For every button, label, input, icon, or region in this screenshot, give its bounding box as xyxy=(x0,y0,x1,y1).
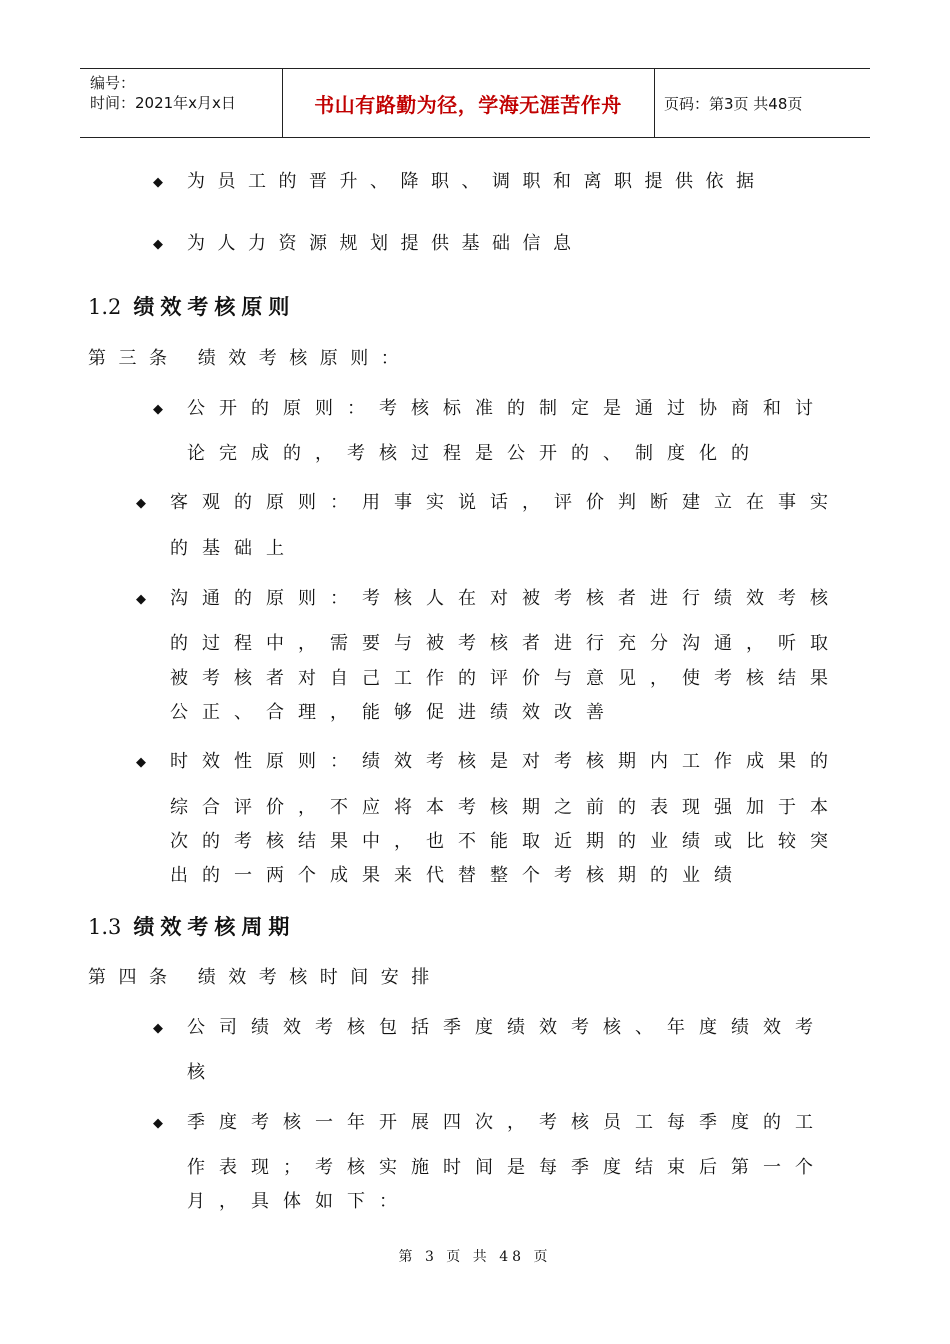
principle-line: 被考核者对自己工作的评价与意见，使考核结果 xyxy=(170,668,842,689)
principle-line: 的过程中，需要与被考核者进行充分沟通，听取 xyxy=(170,633,842,654)
schedule-line: 作表现；考核实施时间是每季度结束后第一个 xyxy=(187,1157,827,1178)
diamond-bullet-icon: ◆ xyxy=(153,237,163,252)
schedule-line: 季度考核一年开展四次，考核员工每季度的工 xyxy=(187,1112,827,1133)
principle-line: 论完成的，考核过程是公开的、制度化的 xyxy=(187,443,763,464)
diamond-bullet-icon: ◆ xyxy=(136,592,146,607)
diamond-bullet-icon: ◆ xyxy=(153,175,163,190)
principle-line: 综合评价，不应将本考核期之前的表现强加于本 xyxy=(170,797,842,818)
principle-line: 的基础上 xyxy=(170,538,298,559)
diamond-bullet-icon: ◆ xyxy=(153,1116,163,1131)
page-footer: 第 3 页 共 48 页 xyxy=(398,1249,552,1265)
principle-line: 公正、合理，能够促进绩效改善 xyxy=(170,702,618,723)
header-page-info: 页码：第3页 共48页 xyxy=(664,94,803,113)
bullet-text: 为人力资源规划提供基础信息 xyxy=(187,233,584,254)
document-number-label: 编号： xyxy=(90,74,136,92)
section-number: 1.3 xyxy=(88,915,122,939)
bullet-text: 为员工的晋升、降职、调职和离职提供依据 xyxy=(187,171,767,192)
schedule-line: 核 xyxy=(187,1062,219,1083)
section-title: 绩效考核周期 xyxy=(133,914,296,939)
principle-line: 公开的原则：考核标准的制定是通过协商和讨 xyxy=(187,398,827,419)
article-heading: 第四条 绩效考核时间安排 xyxy=(88,967,442,988)
diamond-bullet-icon: ◆ xyxy=(136,755,146,770)
section-title: 绩效考核原则 xyxy=(133,294,296,319)
section-heading xyxy=(88,294,295,320)
diamond-bullet-icon: ◆ xyxy=(153,1021,163,1036)
document-date: 时间：2021年x月x日 xyxy=(90,94,236,112)
principle-line: 沟通的原则：考核人在对被考核者进行绩效考核 xyxy=(170,588,842,609)
principle-line: 出的一两个成果来代替整个考核期的业绩 xyxy=(170,865,746,886)
principle-line: 客观的原则：用事实说话，评价判断建立在事实 xyxy=(170,492,842,513)
header-meta xyxy=(90,73,236,113)
principle-line: 时效性原则：绩效考核是对考核期内工作成果的 xyxy=(170,751,842,772)
header-divider xyxy=(654,69,655,137)
header-motto: 书山有路勤为径，学海无涯苦作舟 xyxy=(314,92,622,117)
section-number: 1.2 xyxy=(88,295,122,319)
diamond-bullet-icon: ◆ xyxy=(153,402,163,417)
section-heading xyxy=(88,914,295,940)
article-heading: 第三条 绩效考核原则： xyxy=(88,348,412,369)
schedule-line: 公司绩效考核包括季度绩效考核、年度绩效考 xyxy=(187,1017,827,1038)
principle-line: 次的考核结果中，也不能取近期的业绩或比较突 xyxy=(170,831,842,852)
diamond-bullet-icon: ◆ xyxy=(136,496,146,511)
schedule-line: 月，具体如下： xyxy=(187,1191,411,1212)
page-header xyxy=(80,68,870,138)
